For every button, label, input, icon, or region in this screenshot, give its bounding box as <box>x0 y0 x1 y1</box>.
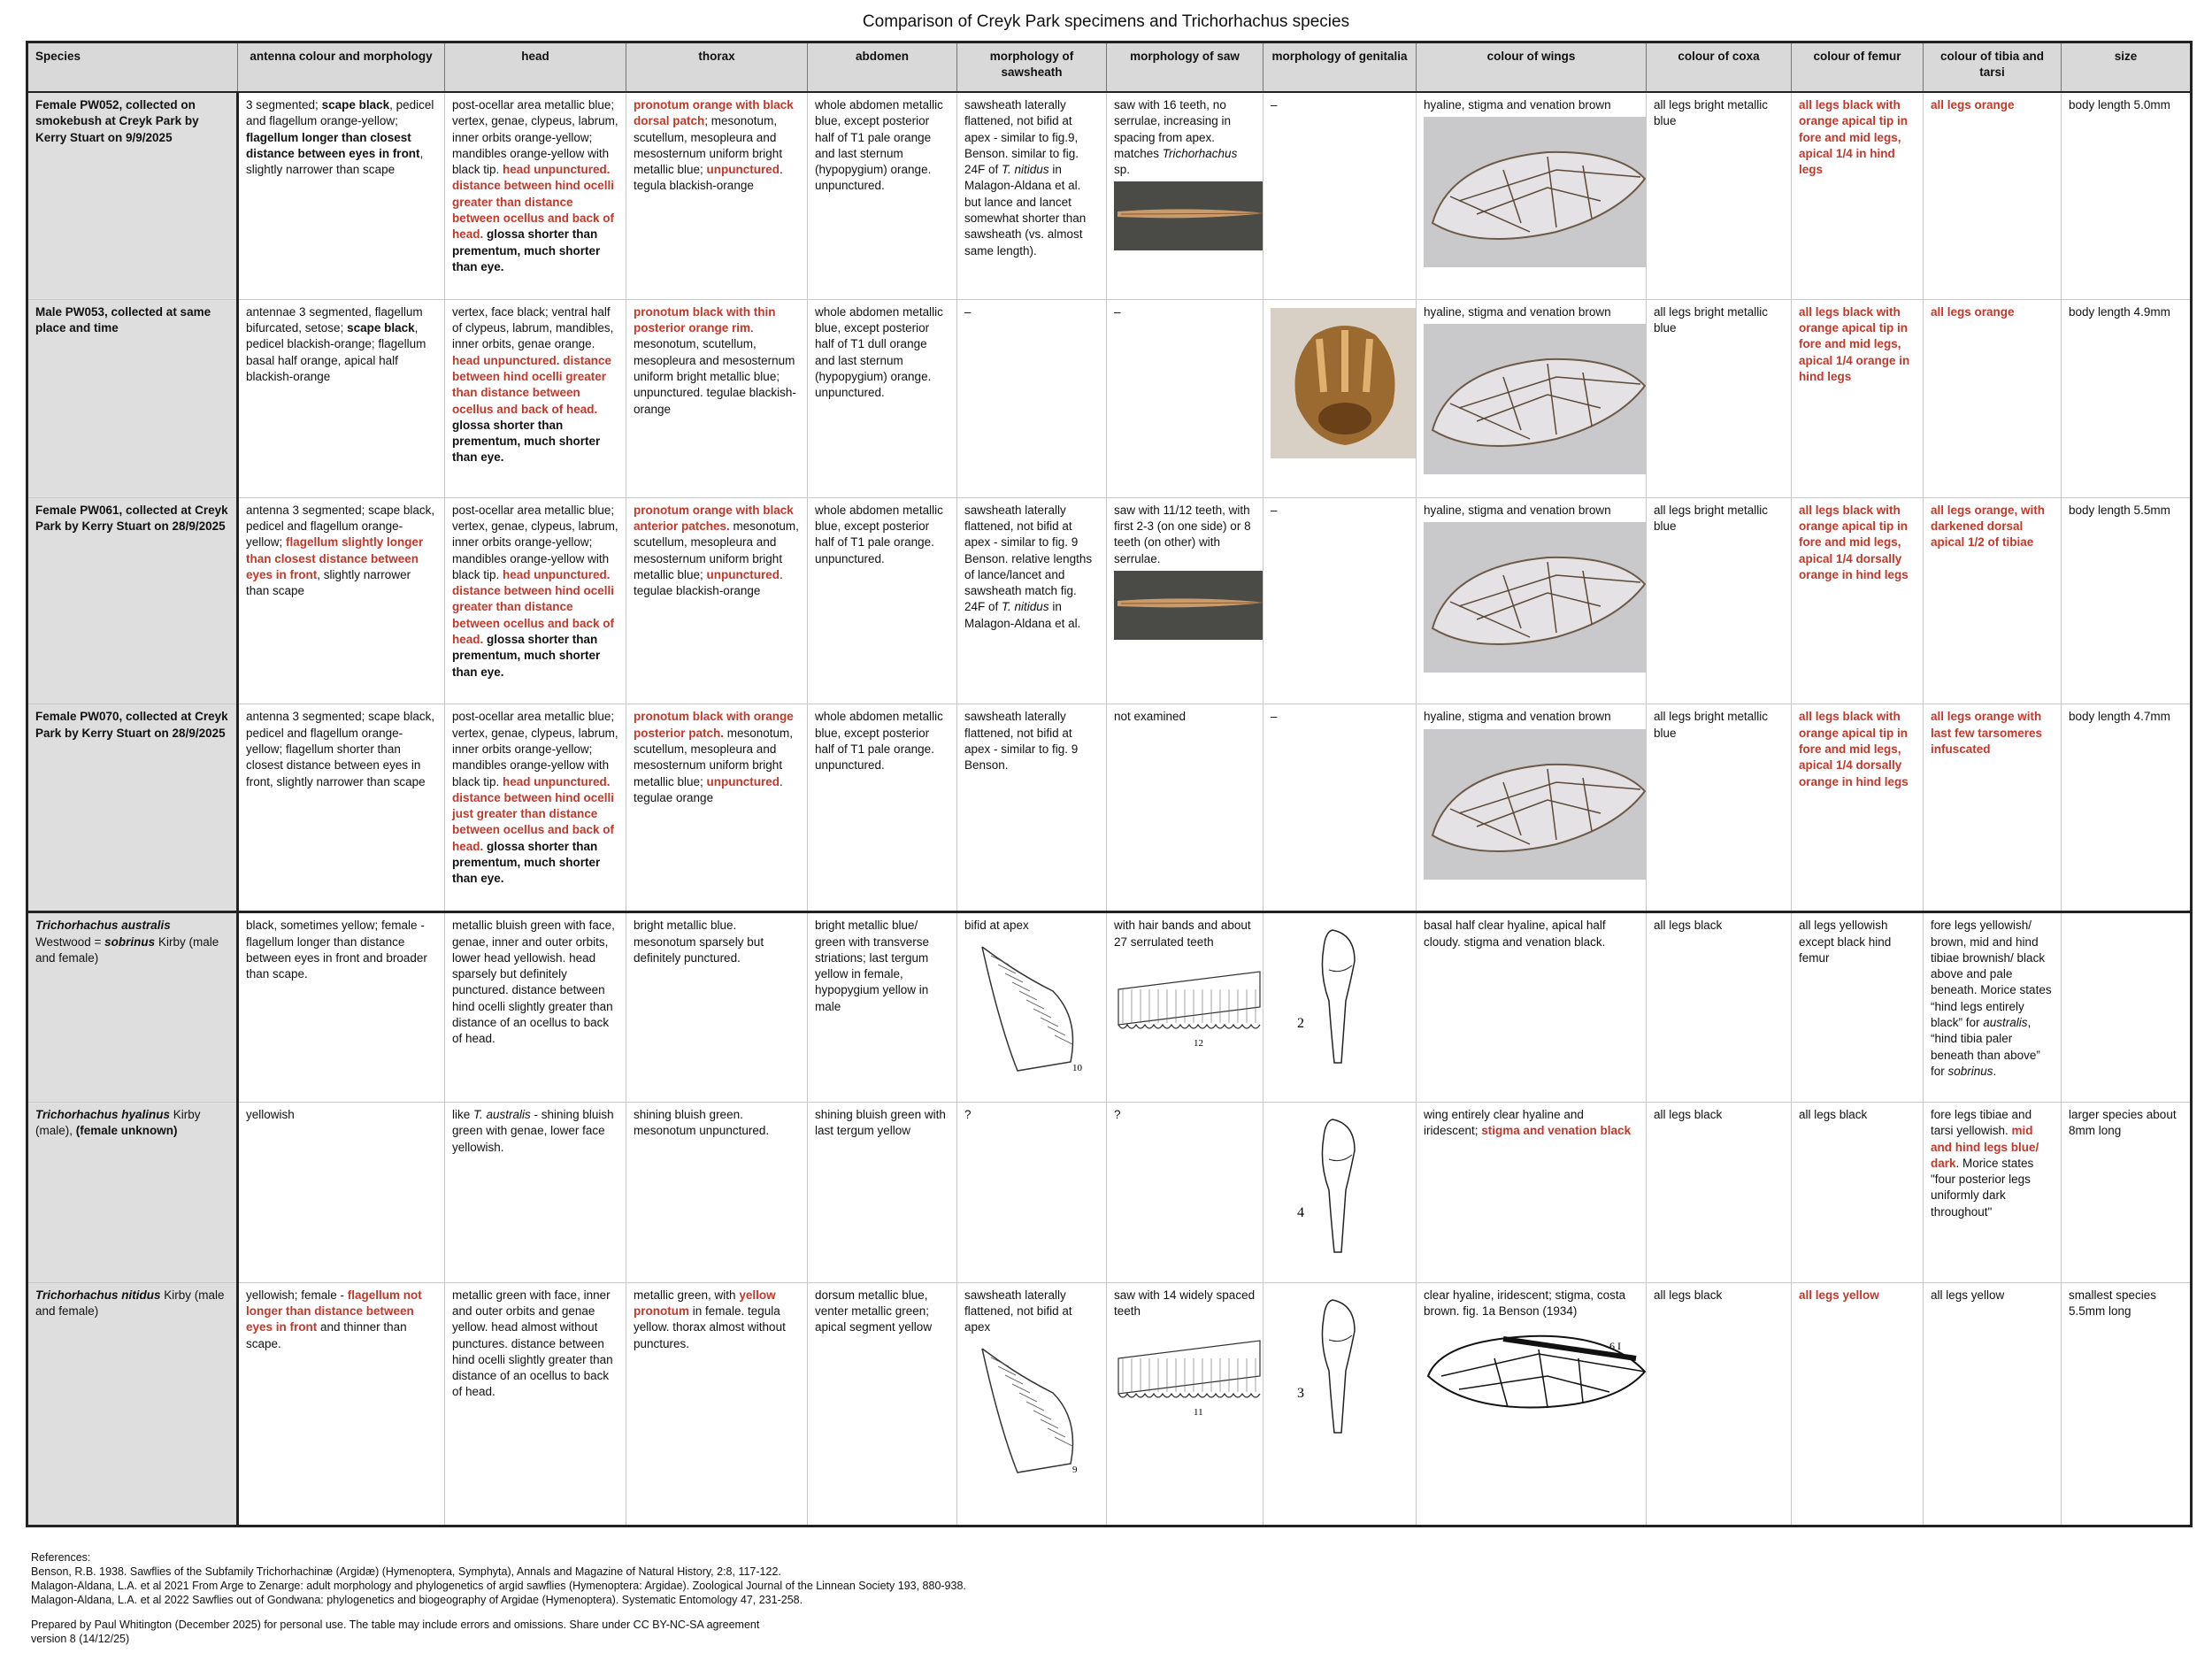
saw-photo-image <box>1114 571 1263 640</box>
cell-text: all legs bright metallic blue <box>1654 304 1769 335</box>
cell-text: not examined <box>1114 710 1187 724</box>
sawsheath-cell <box>957 1102 1107 1282</box>
cell-text: Female PW061, collected at Creyk Park by Kerry Stuart on 28/9/2025 <box>35 503 228 533</box>
cell-text: Male PW053, collected at same place and time <box>35 304 211 335</box>
thorax-cell <box>626 912 808 1103</box>
cell-text: , slightly narrower than scape <box>246 146 424 177</box>
abdomen-cell <box>808 704 957 912</box>
column-header: morphology of sawsheath <box>957 42 1107 93</box>
size-cell <box>2062 497 2192 704</box>
cell-text: sawsheath laterally flattened, not bifid at apex <box>964 1288 1072 1334</box>
cell-text: all legs black <box>1654 1288 1723 1302</box>
saw-cell <box>1107 1282 1263 1526</box>
wings-cell <box>1417 704 1647 912</box>
cell-text: saw with 16 teeth, no serrulae, increasing in spacing from apex. matches <box>1114 98 1232 160</box>
cell-text: body length 4.7mm <box>2069 710 2170 724</box>
cell-text: yellowish <box>246 1107 295 1121</box>
femur-cell <box>1792 912 1924 1103</box>
cell-text: – <box>1271 710 1278 724</box>
cell-text: hyaline, stigma and venation brown <box>1424 710 1611 724</box>
cell-text: hyaline, stigma and venation brown <box>1424 503 1611 517</box>
cell-text: body length 4.9mm <box>2069 304 2170 319</box>
abdomen-cell <box>808 912 957 1103</box>
references <box>31 1550 2154 1646</box>
wing-drawing-image <box>1424 1323 1647 1420</box>
coxa-cell <box>1647 497 1792 704</box>
cell-text: unpunctured <box>706 163 780 177</box>
cell-text: all legs orange <box>1931 304 2015 319</box>
svg-text:2: 2 <box>1297 1016 1304 1032</box>
cell-text: , slightly narrower than scape <box>246 567 411 598</box>
cell-text: all legs black <box>1654 1107 1723 1121</box>
wings-cell <box>1417 1102 1647 1282</box>
abdomen-cell <box>808 1102 957 1282</box>
coxa-cell <box>1647 92 1792 299</box>
cell-text: all legs bright metallic blue <box>1654 710 1769 740</box>
cell-text: . tegulae blackish-orange <box>634 567 783 598</box>
antenna-cell <box>238 912 445 1103</box>
cell-text: metallic bluish green with face, genae, inner and outer orbits, lower head yellowish. head sparsely but definitely punctured. distance between hind ocelli slightly greater than distance of an ocellus to back of head. <box>452 919 615 1046</box>
page-title: Comparison of Creyk Park specimens and Trichorhachus species <box>862 12 1350 31</box>
column-header: colour of wings <box>1417 42 1647 93</box>
wings-cell <box>1417 1282 1647 1526</box>
species-cell <box>27 1102 238 1282</box>
head-cell <box>445 1282 626 1526</box>
cell-text: sp. <box>1114 163 1131 177</box>
tibia-cell <box>1924 497 2062 704</box>
genitalia-drawing-image <box>1271 1111 1412 1261</box>
cell-text: bright metallic blue/ green with transverse striations; last tergum yellow in female, hypopygium yellow in male <box>815 919 930 1013</box>
cell-text: head unpunctured. distance between hind ocelli just greater than distance between ocellus and back of head. <box>452 774 615 853</box>
cell-text: shining bluish green with last tergum yellow <box>815 1107 946 1138</box>
cell-text: Trichorhachus australis <box>35 919 171 933</box>
femur-cell <box>1792 1102 1924 1282</box>
head-cell <box>445 299 626 497</box>
cell-text: . tegulae orange <box>634 774 783 804</box>
femur-cell <box>1792 497 1924 704</box>
cell-text: larger species about 8mm long <box>2069 1107 2177 1138</box>
cell-text: – <box>964 304 972 319</box>
cell-text: glossa shorter than prementum, much shorter than eye. <box>452 418 601 465</box>
reference-3: Malagon-Aldana, L.A. et al 2022 Sawflies out of Gondwana: phylogenetics and biogeography of Argidae (Hymenoptera). Systematic Entomology 47, 231-258. <box>31 1594 803 1606</box>
column-header: antenna colour and morphology <box>238 42 445 93</box>
cell-text: antenna 3 segmented; scape black, pedicel and flagellum orange-yellow; flagellum shorter than closest distance between eyes in front, slightly narrower than scape <box>246 710 435 788</box>
cell-text: . mesonotum, scutellum, mesopleura and mesosternum uniform bright metallic blue; unpunctured. tegulae blackish-orange <box>634 321 796 416</box>
cell-text: shining bluish green. mesonotum unpunctured. <box>634 1107 770 1138</box>
svg-text:4: 4 <box>1297 1204 1304 1220</box>
saw-cell <box>1107 912 1263 1103</box>
coxa-cell <box>1647 1102 1792 1282</box>
cell-text: all legs yellow <box>1931 1288 2005 1302</box>
reference-1: Benson, R.B. 1938. Sawflies of the Subfamily Trichorhachinæ (Argidæ) (Hymenoptera, Symphyta), Annals and Magazine of Natural History, 2:8, 117-122. <box>31 1565 781 1578</box>
cell-text: saw with 11/12 teeth, with first 2-3 (on one side) or 8 teeth (on other) with serrulae. <box>1114 503 1251 565</box>
tibia-cell <box>1924 92 2062 299</box>
cell-text: Trichorhachus hyalinus <box>35 1107 171 1121</box>
cell-text: in Malagon-Aldana et al. <box>964 600 1081 630</box>
tibia-cell <box>1924 1282 2062 1526</box>
size-cell <box>2062 1282 2192 1526</box>
cell-text: all legs bright metallic blue <box>1654 98 1769 128</box>
cell-text: all legs bright metallic blue <box>1654 503 1769 533</box>
species-cell <box>27 92 238 299</box>
cell-text: mesonotum, scutellum, mesopleura and mesosternum uniform bright metallic blue; <box>634 726 794 788</box>
size-cell <box>2062 299 2192 497</box>
wings-cell <box>1417 92 1647 299</box>
species-cell <box>27 704 238 912</box>
cell-text: Female PW052, collected on smokebush at Creyk Park by Kerry Stuart on 9/9/2025 <box>35 98 199 144</box>
cell-text: all legs black with orange apical tip in fore and mid legs, apical 1/4 dorsally orange in hind legs <box>1799 503 1909 581</box>
cell-text: sawsheath laterally flattened, not bifid at apex - similar to fig.9, Benson. similar to fig. 24F of <box>964 98 1079 177</box>
size-cell <box>2062 92 2192 299</box>
cell-text: vertex, face black; ventral half of clypeus, labrum, mandibles, inner orbits, genae orange. <box>452 304 614 351</box>
header-row <box>27 42 2192 93</box>
column-header: morphology of saw <box>1107 42 1263 93</box>
cell-text: pronotum orange with black anterior patches. <box>634 503 794 533</box>
genitalia-cell <box>1263 497 1417 704</box>
cell-text: post-ocellar area metallic blue; vertex, genae, clypeus, labrum, inner orbits orange-yellow; mandibles orange-yellow with black tip. <box>452 503 618 581</box>
antenna-cell <box>238 704 445 912</box>
cell-text: yellowish; female - <box>246 1288 348 1302</box>
antenna-cell <box>238 1102 445 1282</box>
cell-text: Kirby (male), <box>35 1107 201 1138</box>
cell-text: flagellum slightly longer than closest distance between eyes in front <box>246 535 424 581</box>
comparison-table <box>26 41 2193 1527</box>
cell-text: pronotum black with orange posterior patch. <box>634 710 794 740</box>
head-cell <box>445 912 626 1103</box>
head-cell <box>445 497 626 704</box>
abdomen-cell <box>808 1282 957 1526</box>
cell-text: flagellum not longer than distance between eyes in front <box>246 1288 422 1334</box>
cell-text: head unpunctured. distance between hind ocelli greater than distance between ocellus and back of head. <box>452 163 615 242</box>
sawsheath-cell <box>957 704 1107 912</box>
svg-text:9: 9 <box>1072 1464 1078 1475</box>
column-header: Species <box>27 42 238 93</box>
references-heading: References: <box>31 1551 91 1564</box>
antenna-cell <box>238 497 445 704</box>
cell-text: stigma and venation black <box>1481 1124 1632 1138</box>
abdomen-cell <box>808 299 957 497</box>
column-header: colour of coxa <box>1647 42 1792 93</box>
cell-text: all legs orange <box>1931 98 2015 112</box>
cell-text: head unpunctured. distance between hind ocelli greater than distance between ocellus and back of head. <box>452 353 612 416</box>
sawsheath-cell <box>957 912 1107 1103</box>
table-row <box>27 92 2192 299</box>
cell-text: metallic green, with <box>634 1288 740 1302</box>
femur-cell <box>1792 1282 1924 1526</box>
cell-text: antennae 3 segmented, flagellum bifurcated, setose; <box>246 304 423 335</box>
tibia-cell <box>1924 704 2062 912</box>
svg-text:6 I: 6 I <box>1609 1340 1621 1353</box>
cell-text: post-ocellar area metallic blue; vertex, genae, clypeus, labrum, inner orbits orange-yellow; mandibles orange-yellow with black tip. <box>452 98 618 177</box>
cell-text: ? <box>964 1107 972 1121</box>
cell-text: sawsheath laterally flattened, not bifid at apex - similar to fig. 9 Benson. <box>964 710 1079 773</box>
cell-text: . Morice states "four posterior legs uniformly dark throughout" <box>1931 1156 2034 1219</box>
column-header: morphology of genitalia <box>1263 42 1417 93</box>
genitalia-cell <box>1263 1102 1417 1282</box>
cell-text: T. australis <box>473 1107 531 1121</box>
thorax-cell <box>626 92 808 299</box>
genitalia-drawing-image <box>1271 1291 1412 1442</box>
tibia-cell <box>1924 299 2062 497</box>
table-row <box>27 1102 2192 1282</box>
cell-text: Female PW070, collected at Creyk Park by Kerry Stuart on 28/9/2025 <box>35 710 228 740</box>
cell-text: sawsheath laterally flattened, not bifid at apex - similar to fig. 9 Benson. relative lengths of lance/lancet and sawsheath match fig. 24F of <box>964 503 1093 614</box>
reference-2: Malagon-Aldana, L.A. et al 2021 From Arge to Zenarge: adult morphology and phylogenetics of argid sawflies (Hymenoptera: Argidae). Zoological Journal of the Linnean Society 193, 880-938. <box>31 1580 966 1592</box>
coxa-cell <box>1647 1282 1792 1526</box>
column-header: thorax <box>626 42 808 93</box>
cell-text: Kirby (male and female) <box>35 934 219 965</box>
cell-text: all legs black <box>1799 1107 1868 1121</box>
cell-text: , pedicel blackish-orange; flagellum basal half orange, apical half blackish-orange <box>246 321 426 383</box>
cell-text: whole abdomen metallic blue, except posterior half of T1 pale orange. unpunctured. <box>815 710 943 773</box>
cell-text: antenna 3 segmented; scape black, pedicel and flagellum orange-yellow; <box>246 503 435 550</box>
cell-text: glossa shorter than prementum, much shorter than eye. <box>452 839 601 886</box>
cell-text: . tegula blackish-orange <box>634 163 783 193</box>
size-cell <box>2062 704 2192 912</box>
cell-text: and thinner than scape. <box>246 1320 407 1350</box>
wing-photo-image <box>1424 324 1647 474</box>
cell-text: in female. tegula yellow. thorax almost without punctures. <box>634 1303 786 1350</box>
cell-text: 3 segmented; <box>246 98 322 112</box>
cell-text: clear hyaline, iridescent; stigma, costa brown. fig. 1a Benson (1934) <box>1424 1288 1626 1318</box>
column-header: size <box>2062 42 2192 93</box>
femur-cell <box>1792 299 1924 497</box>
cell-text: with hair bands and about 27 serrulated teeth <box>1114 919 1251 949</box>
sawsheath-drawing-image <box>964 1340 1097 1481</box>
sawsheath-cell <box>957 1282 1107 1526</box>
cell-text: sobrinus <box>1947 1064 1993 1078</box>
cell-text: body length 5.5mm <box>2069 503 2170 517</box>
cell-text: all legs black with orange apical tip in fore and mid legs, apical 1/4 orange in hind legs <box>1799 304 1910 383</box>
svg-text:12: 12 <box>1194 1037 1203 1049</box>
cell-text: yellow pronotum <box>634 1288 776 1318</box>
cell-text: glossa shorter than prementum, much shorter than eye. <box>452 633 601 679</box>
wings-cell <box>1417 497 1647 704</box>
cell-text: mid and hind legs blue/ dark <box>1931 1124 2039 1170</box>
species-cell <box>27 497 238 704</box>
wing-photo-image <box>1424 522 1647 673</box>
cell-text: Trichorhachus <box>1162 146 1238 160</box>
cell-text: , pedicel and flagellum orange-yellow; <box>246 98 434 128</box>
cell-text: unpunctured <box>706 567 780 581</box>
coxa-cell <box>1647 704 1792 912</box>
cell-text: in Malagon-Aldana et al. but lance and lancet somewhat shorter than sawsheath (vs. almost same length). <box>964 163 1087 258</box>
cell-text: smallest species 5.5mm long <box>2069 1288 2157 1318</box>
tibia-cell <box>1924 1102 2062 1282</box>
cell-text: all legs black with orange apical tip in fore and mid legs, apical 1/4 in hind legs <box>1799 98 1909 177</box>
table-row <box>27 912 2192 1103</box>
genitalia-cell <box>1263 1282 1417 1526</box>
cell-text: hyaline, stigma and venation brown <box>1424 304 1611 319</box>
species-cell <box>27 1282 238 1526</box>
svg-text:11: 11 <box>1194 1407 1203 1419</box>
cell-text: all legs orange with last few tarsomeres infuscated <box>1931 710 2043 756</box>
cell-text: - shining bluish green with genae, lower face yellowish. <box>452 1107 614 1154</box>
sawsheath-cell <box>957 92 1107 299</box>
prepared-note: Prepared by Paul Whitington (December 2025) for personal use. The table may include errors and omissions. Share under CC BY-NC-SA agreement <box>31 1619 760 1631</box>
cell-text: basal half clear hyaline, apical half cloudy. stigma and venation black. <box>1424 919 1606 949</box>
cell-text: (female unknown) <box>75 1124 178 1138</box>
cell-text: bifid at apex <box>964 919 1029 933</box>
wings-cell <box>1417 299 1647 497</box>
sawsheath-cell <box>957 299 1107 497</box>
cell-text: – <box>1271 503 1278 517</box>
saw-cell <box>1107 704 1263 912</box>
wings-cell <box>1417 912 1647 1103</box>
thorax-cell <box>626 299 808 497</box>
saw-drawing-image <box>1114 1323 1263 1420</box>
thorax-cell <box>626 1102 808 1282</box>
table-row <box>27 299 2192 497</box>
cell-text: dorsum metallic blue, venter metallic green; apical segment yellow <box>815 1288 933 1334</box>
genitalia-photo-image <box>1271 308 1417 458</box>
cell-text: australis <box>1983 1016 2028 1030</box>
cell-text: post-ocellar area metallic blue; vertex, genae, clypeus, labrum, inner orbits orange-yellow; mandibles orange-yellow with black tip. <box>452 710 618 788</box>
saw-drawing-image <box>1114 954 1263 1051</box>
table-row <box>27 497 2192 704</box>
tibia-cell <box>1924 912 2062 1103</box>
antenna-cell <box>238 299 445 497</box>
genitalia-cell <box>1263 92 1417 299</box>
version-note: version 8 (14/12/25) <box>31 1633 130 1645</box>
cell-text: Westwood = <box>35 934 105 949</box>
cell-text: all legs black with orange apical tip in fore and mid legs, apical 1/4 dorsally orange in hind legs <box>1799 710 1909 788</box>
size-cell <box>2062 1102 2192 1282</box>
sawsheath-cell <box>957 497 1107 704</box>
column-header: head <box>445 42 626 93</box>
cell-text: like <box>452 1107 474 1121</box>
cell-text: Trichorhachus nitidus <box>35 1288 161 1302</box>
table-row <box>27 704 2192 912</box>
saw-cell <box>1107 92 1263 299</box>
femur-cell <box>1792 92 1924 299</box>
genitalia-cell <box>1263 299 1417 497</box>
size-cell <box>2062 912 2192 1103</box>
cell-text: sobrinus <box>104 934 156 949</box>
head-cell <box>445 704 626 912</box>
cell-text: saw with 14 widely spaced teeth <box>1114 1288 1256 1318</box>
genitalia-drawing-image <box>1271 921 1412 1072</box>
cell-text: all legs black <box>1654 919 1723 933</box>
cell-text: pronotum orange with black dorsal patch <box>634 98 794 128</box>
femur-cell <box>1792 704 1924 912</box>
species-cell <box>27 912 238 1103</box>
abdomen-cell <box>808 497 957 704</box>
cell-text: whole abdomen metallic blue, except posterior half of T1 pale orange and last sternum (hypopygium) orange. unpunctured. <box>815 98 943 193</box>
thorax-cell <box>626 704 808 912</box>
cell-text: , “hind tibia paler beneath than above” for <box>1931 1016 2040 1078</box>
genitalia-cell <box>1263 704 1417 912</box>
species-cell <box>27 299 238 497</box>
genitalia-cell <box>1263 912 1417 1103</box>
cell-text: ; mesonotum, scutellum, mesopleura and mesosternum uniform bright metallic blue; <box>634 114 783 177</box>
antenna-cell <box>238 1282 445 1526</box>
cell-text: head unpunctured. distance between hind ocelli greater than distance between ocellus and back of head. <box>452 567 615 647</box>
wing-photo-image <box>1424 729 1647 880</box>
cell-text: T. nitidus <box>1002 163 1049 177</box>
cell-text: wing entirely clear hyaline and iridescent; <box>1424 1107 1584 1138</box>
cell-text: hyaline, stigma and venation brown <box>1424 98 1611 112</box>
cell-text: bright metallic blue. mesonotum sparsely but definitely punctured. <box>634 919 764 965</box>
cell-text: all legs yellow <box>1799 1288 1879 1302</box>
cell-text: fore legs tibiae and tarsi yellowish. <box>1931 1107 2032 1138</box>
cell-text: all legs orange, with darkened dorsal apical 1/2 of tibiae <box>1931 503 2046 550</box>
saw-cell <box>1107 497 1263 704</box>
table-row <box>27 1282 2192 1526</box>
abdomen-cell <box>808 92 957 299</box>
column-header: colour of femur <box>1792 42 1924 93</box>
thorax-cell <box>626 497 808 704</box>
cell-text: scape black <box>321 98 390 112</box>
cell-text: mesonotum, scutellum, mesopleura and mesosternum uniform bright metallic blue; <box>634 519 799 581</box>
antenna-cell <box>238 92 445 299</box>
cell-text: whole abdomen metallic blue, except posterior half of T1 pale orange. unpunctured. <box>815 503 943 565</box>
cell-text: fore legs yellowish/ brown, mid and hind tibiae brownish/ black above and pale beneath. Morice states “hind legs entirely black” for <box>1931 919 2052 1030</box>
cell-text: whole abdomen metallic blue, except posterior half of T1 dull orange and last sternum (hypopygium) orange. unpunctured. <box>815 304 943 400</box>
saw-cell <box>1107 1102 1263 1282</box>
cell-text: body length 5.0mm <box>2069 98 2170 112</box>
svg-text:10: 10 <box>1072 1062 1082 1073</box>
cell-text: black, sometimes yellow; female - flagellum longer than distance between eyes in front and broader than scape. <box>246 919 427 981</box>
thorax-cell <box>626 1282 808 1526</box>
cell-text: – <box>1114 304 1121 319</box>
saw-cell <box>1107 299 1263 497</box>
sawsheath-drawing-image <box>964 938 1097 1080</box>
saw-photo-image <box>1114 181 1263 250</box>
head-cell <box>445 92 626 299</box>
cell-text: . <box>1993 1064 1997 1078</box>
column-header: abdomen <box>808 42 957 93</box>
wing-photo-image <box>1424 117 1647 267</box>
cell-text: all legs yellowish except black hind femur <box>1799 919 1892 965</box>
cell-text: ? <box>1114 1107 1121 1121</box>
cell-text: scape black <box>347 321 415 335</box>
coxa-cell <box>1647 299 1792 497</box>
cell-text: – <box>1271 98 1278 112</box>
cell-text: Kirby (male and female) <box>35 1288 225 1318</box>
svg-text:3: 3 <box>1297 1385 1304 1401</box>
column-header: colour of tibia and tarsi <box>1924 42 2062 93</box>
cell-text: metallic green with face, inner and outer orbits and genae yellow. head almost without punctures. distance between hind ocelli slightly greater than distance of an ocellus to back of head. <box>452 1288 613 1399</box>
cell-text: glossa shorter than prementum, much shorter than eye. <box>452 227 601 273</box>
cell-text: pronotum black with thin posterior orange rim <box>634 304 776 335</box>
cell-text: T. nitidus <box>1002 600 1049 614</box>
cell-text: flagellum longer than closest distance between eyes in front <box>246 130 420 160</box>
head-cell <box>445 1102 626 1282</box>
cell-text: unpunctured <box>706 774 780 788</box>
coxa-cell <box>1647 912 1792 1103</box>
